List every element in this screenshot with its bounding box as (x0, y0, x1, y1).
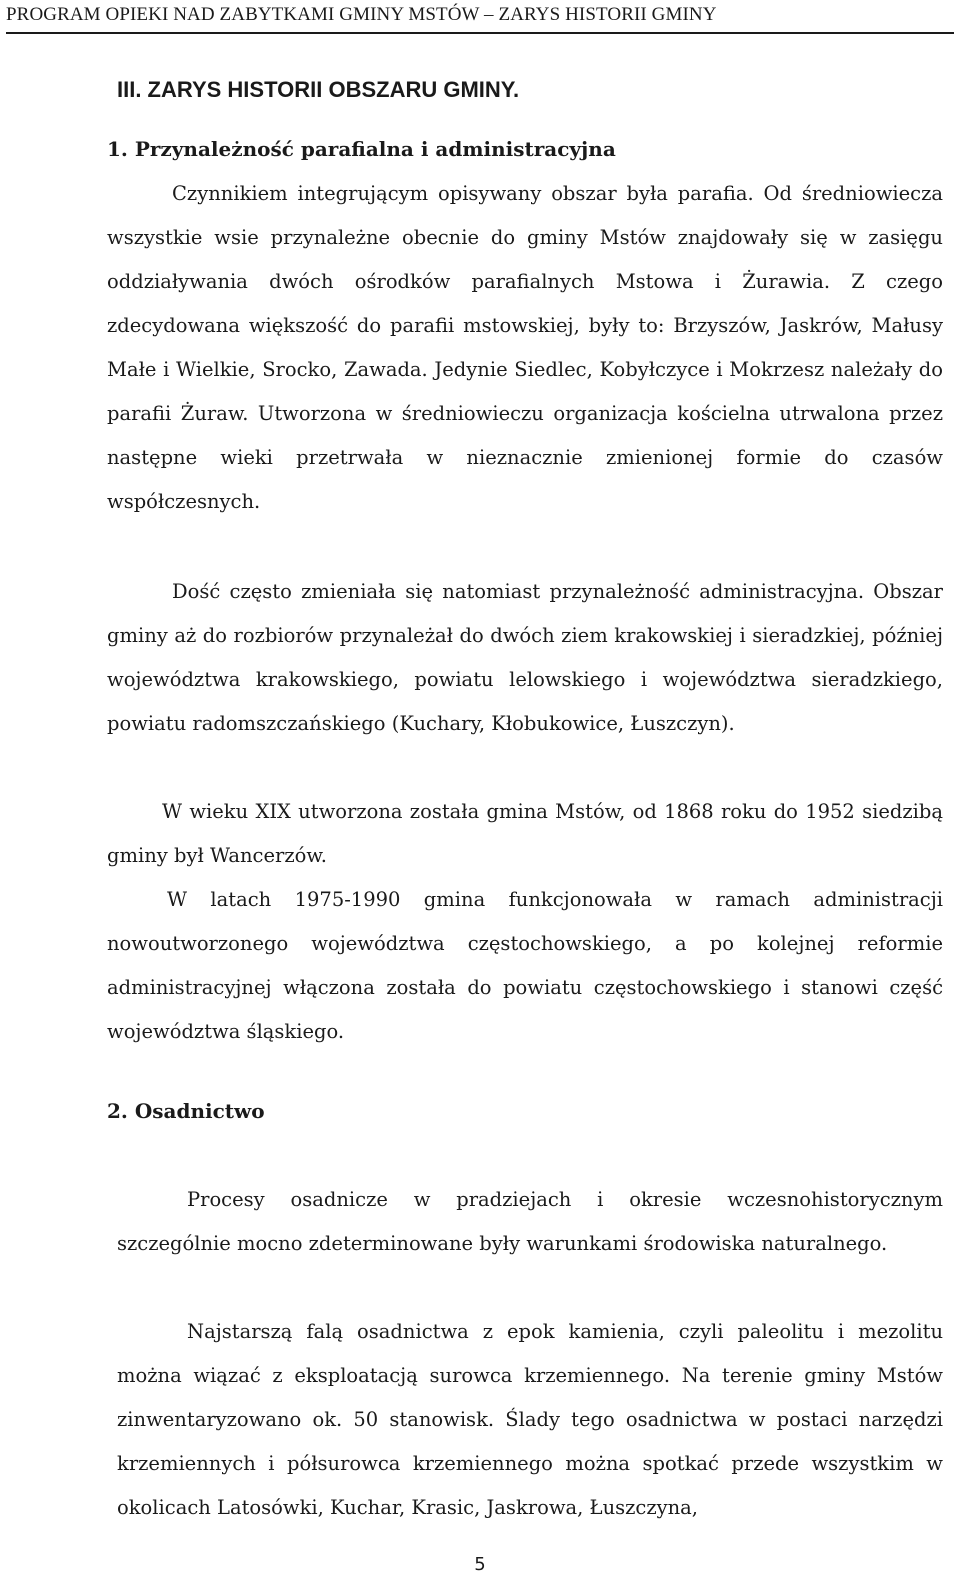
section-title: III. ZARYS HISTORII OBSZARU GMINY. (117, 77, 520, 102)
paragraph-administrative: Dość często zmieniała się natomiast przynależność administracyjna. Obszar gminy aż do rozbiorów przynależał do dwóch ziem krakowskiej i sieradzkiej, później województwa krakowskiego, powiatu lelowskiego i województwa sieradzkiego, powiatu radomszczańskiego (Kuchary, Kłobukowice, Łuszczyn). (107, 580, 943, 735)
running-header: PROGRAM OPIEKI NAD ZABYTKAMI GMINY MSTÓW – ZARYS HISTORII GMINY (6, 2, 954, 34)
paragraph-parish: Czynnikiem integrującym opisywany obszar była parafia. Od średniowiecza wszystkie wsie przynależne obecnie do gminy Mstów znajdowały się w zasięgu oddziaływania dwóch ośrodków parafialnych Mstowa i Żurawia. Z czego zdecydowana większość do parafii mstowskiej, były to: Brzyszów, Jaskrów, Małusy Małe i Wielkie, Srocko, Zawada. Jedynie Siedlec, Kobyłczyce i Mokrzesz należały do parafii Żuraw. Utworzona w średniowieczu organizacja kościelna utrwalona przez następne wieki przetrwała w nieznacznie zmienionej formie do czasów współczesnych. (107, 182, 943, 513)
page-number: 5 (474, 1554, 486, 1575)
paragraph-settlement-processes: Procesy osadnicze w pradziejach i okresie wczesnohistorycznym szczególnie mocno zdeterminowane były warunkami środowiska naturalnego. (117, 1188, 943, 1255)
paragraph-19th-century: W wieku XIX utworzona została gmina Mstów, od 1868 roku do 1952 siedzibą gminy był Wancerzów. (107, 800, 943, 867)
subsection-title-affiliation: 1. Przynależność parafialna i administracyjna (107, 137, 616, 161)
paragraph-1975-1990: W latach 1975-1990 gmina funkcjonowała w ramach administracji nowoutworzonego województwa częstochowskiego, a po kolejnej reformie administracyjnej włączona została do powiatu częstochowskiego i stanowi część województwa śląskiego. (107, 888, 943, 1043)
subsection-title-settlement: 2. Osadnictwo (107, 1099, 265, 1123)
paragraph-stone-age: Najstarszą falą osadnictwa z epok kamienia, czyli paleolitu i mezolitu można wiązać z eksploatacją surowca krzemiennego. Na terenie gminy Mstów zinwentaryzowano ok. 50 stanowisk. Ślady tego osadnictwa w postaci narzędzi krzemiennych i półsurowca krzemiennego można spotkać przede wszystkim w okolicach Latosówki, Kuchar, Krasic, Jaskrowa, Łuszczyna, (117, 1320, 943, 1519)
